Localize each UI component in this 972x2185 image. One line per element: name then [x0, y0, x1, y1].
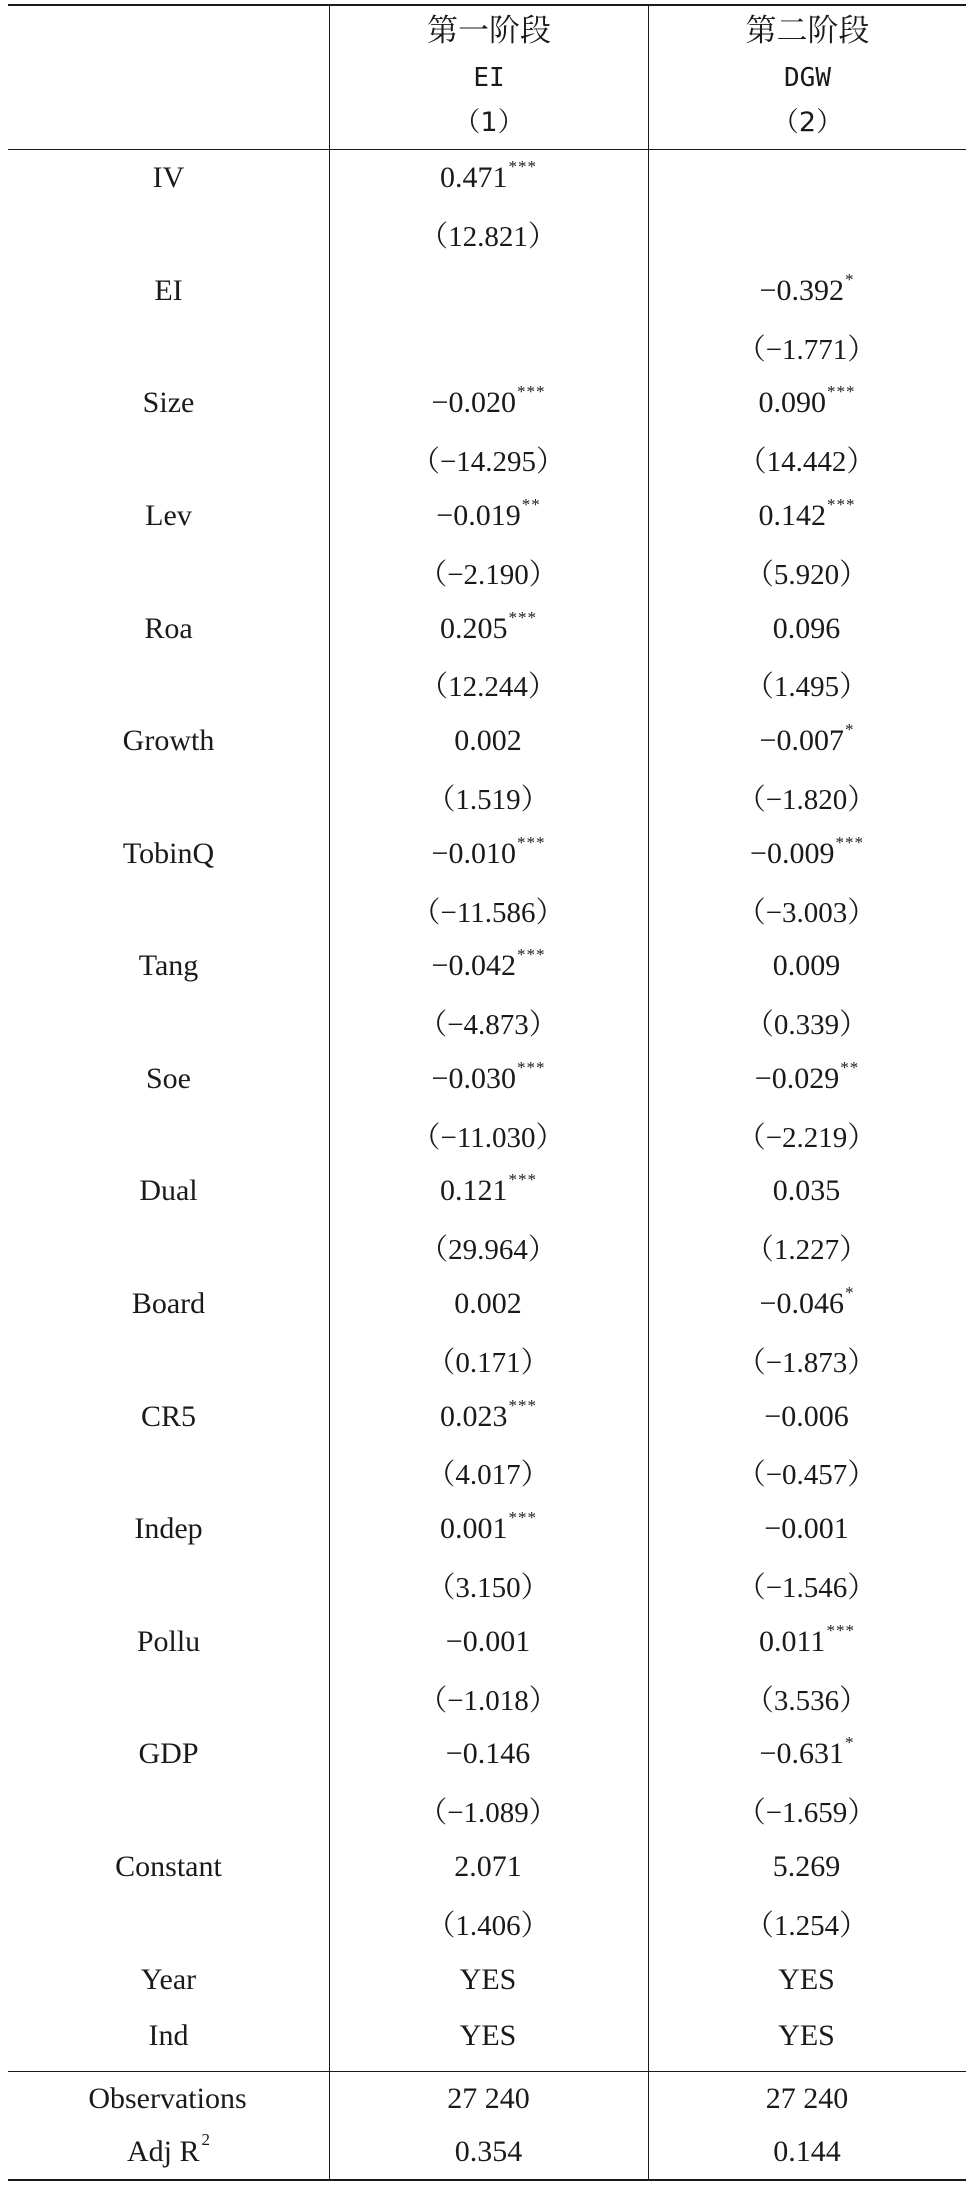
coefficient-value: −0.010 [431, 836, 516, 870]
model-1-value-cell [329, 1389, 648, 1445]
model-1-statistic-cell: 0.354 [454, 2135, 523, 2169]
model-1-value-cell [329, 544, 648, 600]
superscript: 2 [201, 2130, 210, 2150]
table-row [8, 1107, 966, 1163]
variable-name-cell: Tang [138, 949, 199, 983]
model-2-value-cell [648, 1726, 966, 1782]
model-2-value-cell [648, 1332, 966, 1388]
model-1-value-cell [329, 1952, 648, 2008]
model-2-value-cell [648, 431, 966, 487]
variable-name-cell: Constant [115, 1850, 222, 1884]
coefficient-value: 0.002 [454, 724, 522, 758]
variable-name-cell [8, 544, 329, 600]
model-2-value-cell [648, 657, 966, 713]
coefficient-value: −0.001 [764, 1512, 849, 1546]
model-2-value-cell [648, 375, 966, 431]
significance-stars: *** [508, 607, 537, 627]
coefficient-value: （−1.873） [736, 1346, 877, 1379]
coefficient-value: 0.009 [772, 949, 841, 983]
coefficient-value: 0.001 [440, 1512, 508, 1546]
model-1-value-cell [329, 1557, 648, 1613]
coefficient-value: −0.392 [759, 273, 844, 307]
table-row [8, 713, 966, 769]
model-1-value-cell [329, 1051, 648, 1107]
variable-name-cell: Growth [122, 724, 215, 758]
variable-name-cell: GDP [138, 1737, 199, 1771]
coefficient-value: 2.071 [454, 1850, 522, 1884]
model-2-statistic-cell: 27 240 [765, 2081, 849, 2115]
table-row [8, 2008, 966, 2064]
table-row [8, 1501, 966, 1557]
coefficient-value: −0.042 [431, 949, 516, 983]
table-row [8, 1783, 966, 1839]
coefficient-value: （1.227） [744, 1234, 869, 1267]
coefficient-value: −0.046 [759, 1287, 844, 1321]
table-row [8, 882, 966, 938]
model-2-value-cell [648, 713, 966, 769]
coefficient-value: 0.142 [758, 498, 826, 532]
variable-name-cell: Roa [144, 611, 193, 645]
model-1-value-cell [329, 1839, 648, 1895]
table-row [8, 1614, 966, 1670]
table-row [8, 150, 966, 206]
model-2-value-cell [648, 1952, 966, 2008]
table-stats [8, 2072, 966, 2179]
variable-name-cell: Size [142, 386, 195, 420]
coefficient-value: （−1.089） [418, 1797, 558, 1830]
model-2-value-cell [648, 2008, 966, 2064]
coefficient-value: （−2.219） [736, 1121, 877, 1154]
coefficient-value: （−4.873） [418, 1009, 558, 1042]
table-row [8, 1445, 966, 1501]
variable-name-cell: IV [152, 161, 185, 195]
statistic-name-cell [8, 2126, 329, 2180]
coefficient-value: −0.009 [750, 836, 835, 870]
model-2-statistic-cell: 0.144 [773, 2135, 841, 2169]
variable-name-cell: EI [154, 273, 183, 307]
significance-stars: ** [521, 494, 541, 514]
coefficient-value: 0.023 [440, 1399, 508, 1433]
coefficient-value: （1.519） [426, 783, 550, 816]
model-2-value-cell [648, 600, 966, 656]
model-1-value-cell [329, 263, 648, 319]
variable-name-cell: CR5 [140, 1399, 197, 1433]
variable-name-cell [8, 1557, 329, 1613]
variable-name-cell [8, 882, 329, 938]
coefficient-value: −0.019 [436, 498, 521, 532]
model-1-value-cell [329, 206, 648, 262]
table-row [8, 1952, 966, 2008]
variable-name-cell: Indep [134, 1512, 203, 1546]
table-row [8, 1895, 966, 1951]
coefficient-value: （−11.586） [411, 896, 565, 929]
significance-stars: * [844, 1733, 855, 1753]
table-row [8, 994, 966, 1050]
variable-name-cell: Dual [139, 1174, 198, 1208]
table-row [8, 1726, 966, 1782]
model-1-value-cell [329, 2008, 648, 2064]
dependent-variable-label: DGW [784, 63, 831, 93]
coefficient-value: −0.146 [445, 1737, 531, 1771]
statistic-label: Observations [88, 2081, 247, 2115]
model-1-value-cell [329, 431, 648, 487]
significance-stars: *** [516, 945, 546, 965]
coefficient-value: （−2.190） [418, 558, 558, 591]
coefficient-value: （1.254） [744, 1909, 869, 1942]
table-row [8, 1557, 966, 1613]
model-1-value-cell [329, 1332, 648, 1388]
significance-stars: ** [840, 1057, 860, 1077]
variable-name-cell [8, 994, 329, 1050]
table-row [8, 938, 966, 994]
coefficient-value: （−1.018） [418, 1684, 558, 1717]
model-2-value-cell [648, 206, 966, 262]
table-body [8, 150, 966, 2064]
model-1-value-cell [329, 488, 648, 544]
variable-name-cell: Board [131, 1287, 206, 1321]
model-1-value-cell [329, 1501, 648, 1557]
model-1-value-cell [329, 882, 648, 938]
coefficient-value: （14.442） [737, 446, 876, 479]
significance-stars: *** [516, 1057, 546, 1077]
coefficient-value: −0.030 [431, 1061, 516, 1095]
statistic-name-cell [8, 2072, 329, 2126]
coefficient-value: （−3.003） [736, 896, 877, 929]
model-1-value-cell [329, 1107, 648, 1163]
model-2-value-cell [648, 826, 966, 882]
model-2-value-cell [648, 1051, 966, 1107]
coefficient-value: （−1.820） [736, 783, 877, 816]
table-row [8, 1839, 966, 1895]
model-2-value-cell [648, 1445, 966, 1501]
model-2-value-cell [648, 488, 966, 544]
coefficient-value: −0.631 [759, 1737, 844, 1771]
table-row [8, 769, 966, 825]
significance-stars: * [844, 720, 855, 740]
significance-stars: *** [508, 1170, 537, 1190]
model-1-value-cell [329, 657, 648, 713]
variable-name-cell: TobinQ [122, 836, 215, 870]
coefficient-value: −0.029 [754, 1061, 840, 1095]
coefficient-value: （−14.295） [410, 446, 566, 479]
coefficient-value: −0.007 [759, 724, 844, 758]
variable-name-cell: Lev [145, 498, 192, 532]
variable-name-cell [8, 1670, 329, 1726]
coefficient-value: 0.471 [440, 161, 508, 195]
model-2-value-cell [648, 1670, 966, 1726]
coefficient-value: （3.536） [744, 1684, 869, 1717]
model-1-value-cell [329, 1726, 648, 1782]
significance-stars: *** [827, 494, 856, 514]
model-2-value-cell [648, 938, 966, 994]
variable-name-cell [8, 1783, 329, 1839]
table-row [8, 544, 966, 600]
variable-name-cell: Year [140, 1962, 197, 1996]
variable-name-cell [8, 1107, 329, 1163]
significance-stars: *** [835, 832, 864, 852]
model-1-value-cell [329, 994, 648, 1050]
table-row [8, 375, 966, 431]
model-2-value-cell [648, 882, 966, 938]
variable-name-cell [8, 1220, 329, 1276]
variable-name-cell: Pollu [136, 1624, 201, 1658]
model-2-value-cell [648, 1614, 966, 1670]
model-2-value-cell [648, 1895, 966, 1951]
table-row [8, 657, 966, 713]
coefficient-value: 0.121 [440, 1174, 508, 1208]
table-row [8, 600, 966, 656]
header-cell-model-2 [649, 6, 966, 149]
table-bottom-rule [8, 2179, 966, 2181]
variable-name-cell [8, 319, 329, 375]
model-1-value-cell [329, 1614, 648, 1670]
table-row [8, 1332, 966, 1388]
model-2-value-cell [648, 769, 966, 825]
significance-stars: *** [508, 1395, 537, 1415]
coefficient-value: 0.090 [758, 386, 826, 420]
model-2-value-cell [648, 1276, 966, 1332]
significance-stars: *** [516, 382, 546, 402]
model-1-value-cell [329, 1445, 648, 1501]
table-row [8, 1051, 966, 1107]
coefficient-value: 0.011 [759, 1624, 826, 1658]
table-row [8, 431, 966, 487]
model-2-value-cell [648, 1107, 966, 1163]
coefficient-value: （5.920） [744, 558, 869, 591]
coefficient-value: −0.001 [445, 1624, 531, 1658]
table-row [8, 826, 966, 882]
coefficient-value: （−1.771） [736, 333, 877, 366]
coefficient-value: （3.150） [426, 1572, 550, 1605]
model-1-value-cell [329, 769, 648, 825]
model-2-value-cell [648, 319, 966, 375]
coefficient-value: 0.205 [440, 611, 508, 645]
significance-stars: *** [508, 157, 537, 177]
coefficient-value: （−1.546） [736, 1572, 877, 1605]
model-2-value-cell [648, 150, 966, 206]
model-2-value-cell [648, 1389, 966, 1445]
coefficient-value: （−1.659） [736, 1797, 877, 1830]
model-1-value-cell [329, 1670, 648, 1726]
coefficient-value: （1.406） [426, 1909, 550, 1942]
coefficient-value: （12.244） [419, 671, 557, 704]
coefficient-value: YES [778, 1962, 835, 1996]
table-row [8, 488, 966, 544]
variable-name-cell [8, 431, 329, 487]
model-2-value-cell [648, 263, 966, 319]
model-1-value-cell [329, 319, 648, 375]
coefficient-value: 0.035 [772, 1174, 841, 1208]
model-2-value-cell [648, 994, 966, 1050]
model-1-value-cell [329, 938, 648, 994]
table-row [8, 319, 966, 375]
significance-stars: *** [508, 1508, 537, 1528]
model-1-value-cell [329, 150, 648, 206]
stage-label: 第一阶段 [427, 13, 551, 49]
model-1-value-cell [329, 600, 648, 656]
header-cell-model-1 [330, 6, 648, 149]
coefficient-value: YES [459, 2018, 517, 2052]
variable-name-cell [8, 769, 329, 825]
variable-name-cell: Soe [146, 1061, 191, 1095]
significance-stars: *** [826, 1620, 855, 1640]
statistic-label: Adj R [126, 2135, 200, 2169]
model-2-value-cell [648, 544, 966, 600]
model-1-value-cell [329, 1163, 648, 1219]
model-2-value-cell [648, 1783, 966, 1839]
table-row [8, 206, 966, 262]
model-number-label: （2） [771, 107, 844, 138]
model-1-value-cell [329, 713, 648, 769]
coefficient-value: （−11.030） [411, 1121, 565, 1154]
significance-stars: *** [516, 832, 546, 852]
significance-stars: * [844, 269, 855, 289]
model-2-value-cell [648, 1163, 966, 1219]
coefficient-value: （0.339） [744, 1009, 869, 1042]
coefficient-value: 0.002 [454, 1287, 522, 1321]
model-1-statistic-cell: 27 240 [447, 2081, 530, 2115]
table-row [8, 1276, 966, 1332]
coefficient-value: （0.171） [426, 1346, 550, 1379]
model-1-value-cell [329, 1276, 648, 1332]
significance-stars: * [844, 1283, 855, 1303]
coefficient-value: −0.020 [431, 386, 516, 420]
dependent-variable-label: EI [473, 63, 505, 93]
model-2-value-cell [648, 1501, 966, 1557]
model-2-value-cell [648, 1557, 966, 1613]
table-row [8, 1220, 966, 1276]
coefficient-value: （1.495） [744, 671, 869, 704]
variable-name-cell [8, 1895, 329, 1951]
stage-label: 第二阶段 [745, 13, 870, 49]
table-row [8, 1389, 966, 1445]
coefficient-value: 5.269 [772, 1850, 841, 1884]
model-1-value-cell [329, 826, 648, 882]
coefficient-value: YES [778, 2018, 835, 2052]
table-row [8, 2126, 966, 2180]
variable-name-cell [8, 1332, 329, 1388]
model-1-value-cell [329, 375, 648, 431]
table-row [8, 1670, 966, 1726]
variable-name-cell [8, 657, 329, 713]
model-1-value-cell [329, 1895, 648, 1951]
table-row [8, 263, 966, 319]
table-row [8, 1163, 966, 1219]
coefficient-value: （12.821） [419, 220, 557, 253]
coefficient-value: （4.017） [426, 1459, 550, 1492]
coefficient-value: （29.964） [419, 1234, 557, 1267]
variable-name-cell: Ind [148, 2018, 189, 2052]
model-1-value-cell [329, 1220, 648, 1276]
table-row [8, 2072, 966, 2126]
variable-name-cell [8, 1445, 329, 1501]
model-number-label: （1） [453, 107, 525, 138]
model-2-value-cell [648, 1220, 966, 1276]
coefficient-value: YES [459, 1962, 517, 1996]
coefficient-value: （−0.457） [736, 1459, 877, 1492]
model-2-value-cell [648, 1839, 966, 1895]
coefficient-value: −0.006 [764, 1399, 849, 1433]
variable-name-cell [8, 206, 329, 262]
coefficient-value: 0.096 [772, 611, 841, 645]
model-1-value-cell [329, 1783, 648, 1839]
significance-stars: *** [827, 382, 856, 402]
header-cell-variable [8, 6, 329, 149]
